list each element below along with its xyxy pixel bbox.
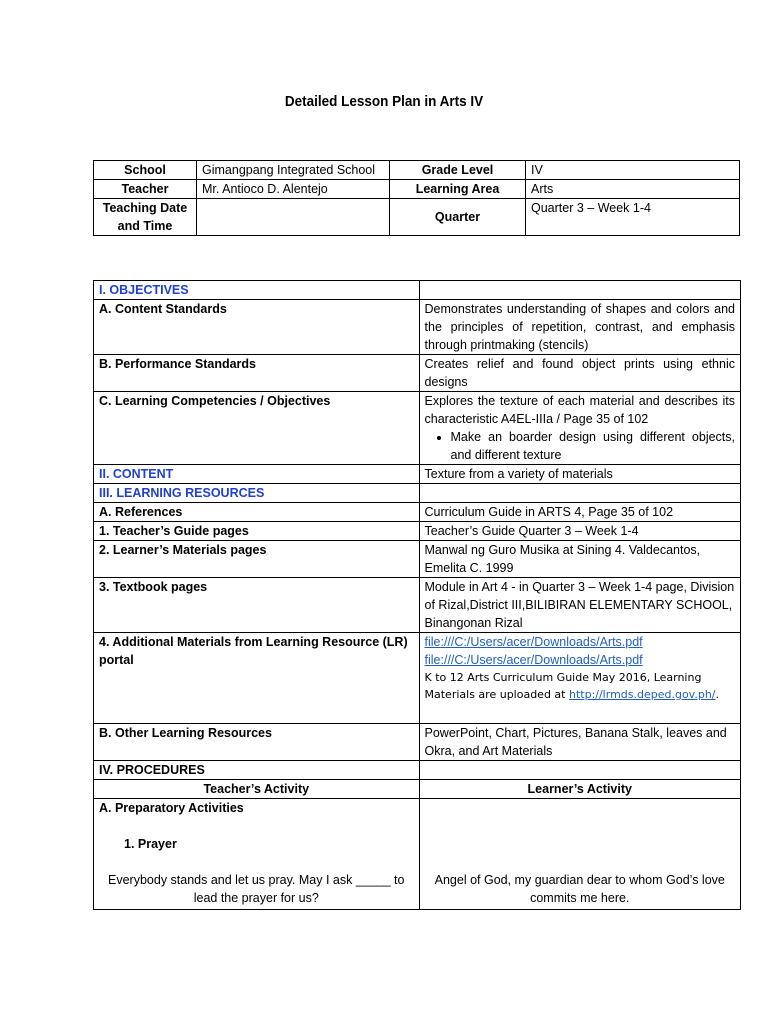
teacher-activity-header: Teacher’s Activity — [94, 780, 420, 799]
teacher-label: Teacher — [94, 180, 197, 199]
teachers-guide-value: Teacher’s Guide Quarter 3 – Week 1-4 — [419, 522, 740, 541]
content-standards-label: A. Content Standards — [94, 300, 420, 355]
competencies-bullet: • Make an boarder design using different objects, and different texture — [451, 428, 735, 464]
learner-prayer-cell — [419, 799, 740, 910]
lr-portal-label: 4. Additional Materials from Learning Resource (LR) portal — [94, 633, 420, 724]
table-row — [94, 578, 741, 633]
table-row — [94, 503, 741, 522]
table-row — [94, 300, 741, 355]
quarter-label: Quarter — [390, 199, 526, 236]
performance-standards-value: Creates relief and found object prints using ethnic designs — [419, 355, 740, 392]
lesson-plan-table — [93, 280, 741, 910]
learners-materials-value: Manwal ng Guro Musika at Sining 4. Valdecantos, Emelita C. 1999 — [419, 541, 740, 578]
learner-activity-header: Learner’s Activity — [419, 780, 740, 799]
grade-level-value: IV — [526, 161, 740, 180]
objectives-heading: I. OBJECTIVES — [94, 281, 420, 300]
table-row — [94, 761, 741, 780]
teaching-date-label: Teaching Date and Time — [94, 199, 197, 236]
table-row — [94, 633, 741, 724]
preparatory-cell — [94, 799, 420, 910]
lr-portal-cell — [419, 633, 740, 724]
empty-cell — [419, 281, 740, 300]
table-row — [94, 161, 740, 180]
teacher-value: Mr. Antioco D. Alentejo — [197, 180, 390, 199]
textbook-label: 3. Textbook pages — [94, 578, 420, 633]
grade-level-label: Grade Level — [390, 161, 526, 180]
competencies-label: C. Learning Competencies / Objectives — [94, 392, 420, 465]
teaching-date-value — [197, 199, 390, 236]
content-heading: II. CONTENT — [94, 465, 420, 484]
table-row — [94, 522, 741, 541]
table-row — [94, 465, 741, 484]
learning-area-value: Arts — [526, 180, 740, 199]
other-resources-label: B. Other Learning Resources — [94, 724, 420, 761]
competencies-cell — [419, 392, 740, 465]
table-row — [94, 392, 741, 465]
references-label: A. References — [94, 503, 420, 522]
header-table — [93, 160, 740, 236]
table-row — [94, 541, 741, 578]
learning-resources-heading: III. LEARNING RESOURCES — [94, 484, 420, 503]
lr-suffix: . — [715, 688, 719, 701]
quarter-value: Quarter 3 – Week 1-4 — [526, 199, 740, 236]
page-title: Detailed Lesson Plan in Arts IV — [284, 93, 484, 110]
learner-prayer-text: Angel of God, my guardian dear to whom God’s love commits me here. — [434, 873, 725, 905]
learning-area-label: Learning Area — [390, 180, 526, 199]
table-row — [94, 484, 741, 503]
preparatory-label: A. Preparatory Activities — [99, 801, 244, 815]
lr-link-1[interactable]: file:///C:/Users/acer/Downloads/Arts.pdf — [424, 635, 643, 649]
table-row — [94, 355, 741, 392]
competencies-list — [425, 428, 735, 464]
school-value: Gimangpang Integrated School — [197, 161, 390, 180]
lrmds-link[interactable]: http://lrmds.deped.gov.ph/ — [568, 688, 716, 701]
learners-materials-label: 2. Learner’s Materials pages — [94, 541, 420, 578]
lr-text: K to 12 Arts Curriculum Guide May 2016, Learning Materials are uploaded at — [424, 671, 702, 701]
prayer-label: 1. Prayer — [124, 837, 177, 851]
teachers-guide-label: 1. Teacher’s Guide pages — [94, 522, 420, 541]
table-row — [94, 281, 741, 300]
table-row — [94, 724, 741, 761]
references-value: Curriculum Guide in ARTS 4, Page 35 of 102 — [419, 503, 740, 522]
procedures-heading: IV. PROCEDURES — [94, 761, 420, 780]
content-value: Texture from a variety of materials — [419, 465, 740, 484]
other-resources-value: PowerPoint, Chart, Pictures, Banana Stalk, leaves and Okra, and Art Materials — [419, 724, 740, 761]
empty-cell — [419, 761, 740, 780]
textbook-value: Module in Art 4 - in Quarter 3 – Week 1-4 page, Division of Rizal,District III,BILIBIRAN ELEMENTARY SCHOOL, Binangonan Rizal — [419, 578, 740, 633]
table-row — [94, 780, 741, 799]
empty-cell — [419, 484, 740, 503]
table-row — [94, 799, 741, 910]
table-row — [94, 199, 740, 236]
performance-standards-label: B. Performance Standards — [94, 355, 420, 392]
content-standards-value: Demonstrates understanding of shapes and colors and the principles of repetition, contrast, and emphasis through printmaking (stencils) — [419, 300, 740, 355]
school-label: School — [94, 161, 197, 180]
teacher-prayer-text: Everybody stands and let us pray. May I ask _____ to lead the prayer for us? — [108, 873, 405, 905]
lr-link-2[interactable]: file:///C:/Users/acer/Downloads/Arts.pdf — [424, 653, 643, 667]
competencies-value: Explores the texture of each material and describes its characteristic A4EL-IIIa / Page 35 of 102 — [424, 394, 735, 426]
table-row — [94, 180, 740, 199]
